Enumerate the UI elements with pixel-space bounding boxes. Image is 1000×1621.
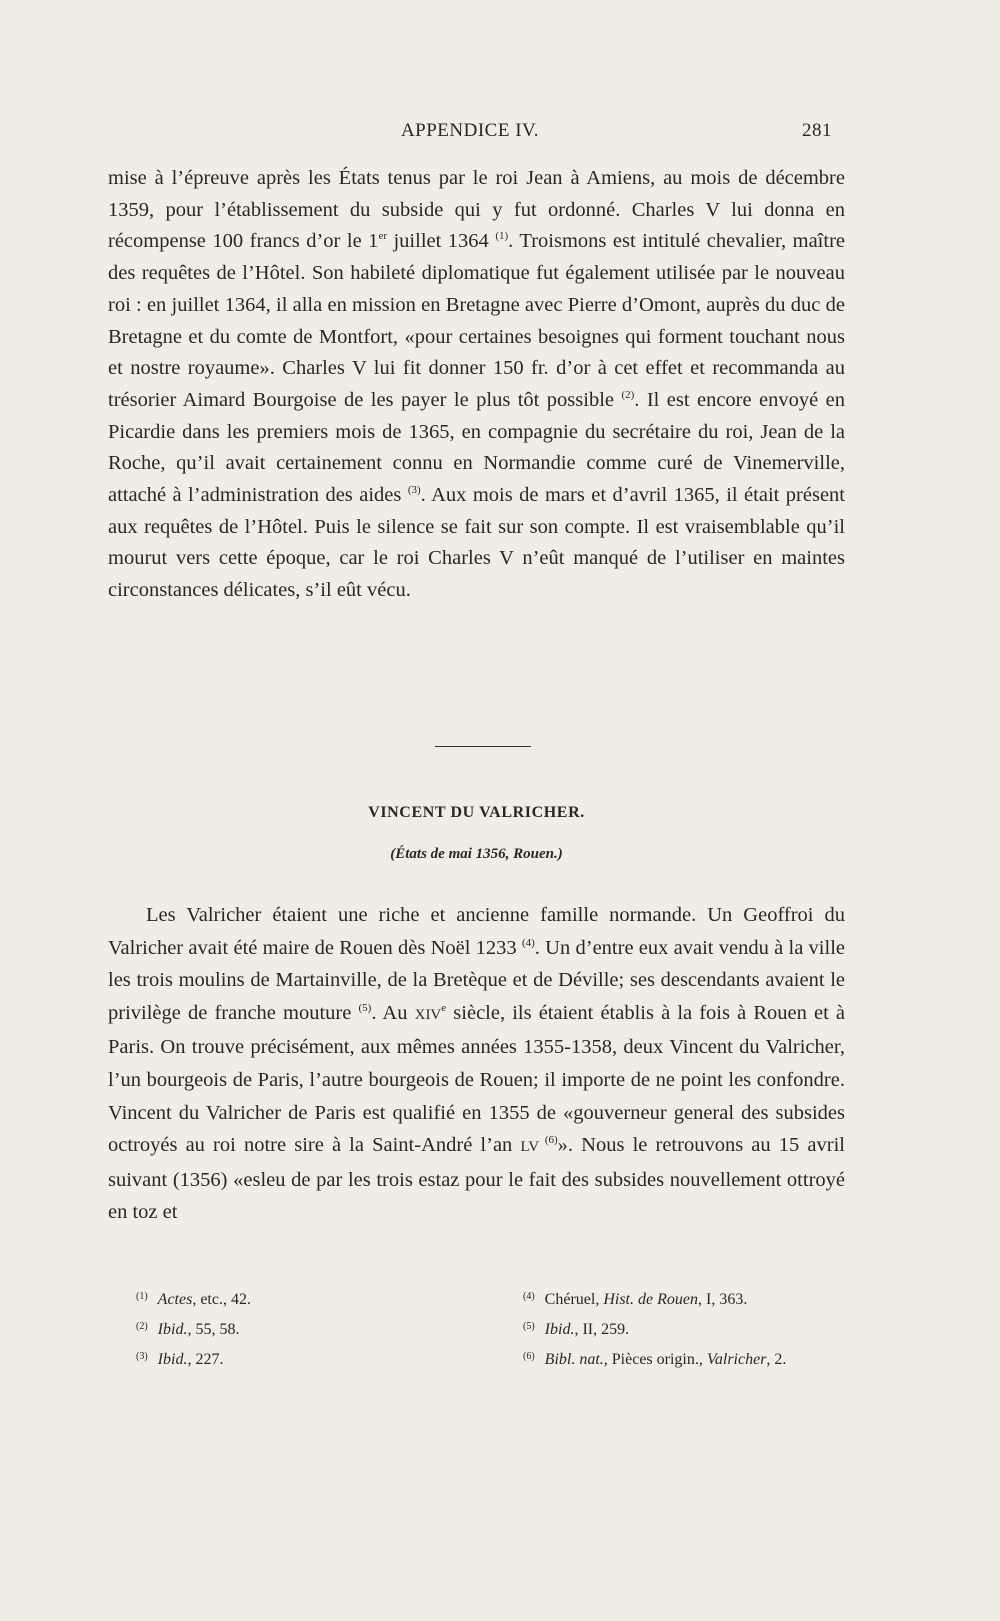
footnotes-left-column xyxy=(136,1283,476,1373)
footnote-6: $^{(6)}$ Bibl. nat., Pièces origin., Valricher, 2. xyxy=(523,1351,787,1368)
running-title: APPENDICE IV. xyxy=(400,120,540,141)
footnote-ref-4: (4) xyxy=(521,936,535,949)
footnote-2: $^{(2)}$ Ibid., 55, 58. xyxy=(136,1321,240,1338)
footnote-ref-5: (5) xyxy=(358,1001,372,1014)
body-text-continuation xyxy=(108,163,845,607)
paragraph-valricher: Les Valricher étaient une riche et ancienne famille normande. Un Geoffroi du Valricher avait été maire de Rouen dès Noël 1233 $^{(4)}$. Un d’entre eux avait vendu à la ville les trois moulins de Martainville, de la Bretèque et de Déville; ses descendants avaient le privilège de franche mouture $^{(5)}$. Au XIVe siècle, ils étaient établis à la fois à Rouen et à Paris. On trouve précisément, aux mêmes années 1355-1358, deux Vincent du Valricher, l’un bourgeois de Paris, l’autre bourgeois de Rouen; il importe de ne point les confondre. Vincent du Valricher de Paris est qualifié en 1355 de «gouverneur general des subsides octroyés au roi notre sire à la Saint-André l’an LV $^{(6)}$». Nous le retrouvons au 15 avril suivant (1356) «esleu de par les trois estaz pour le fait des subsides nouvellement ottroyé en toz et xyxy=(108,904,845,1224)
footnote-1: $^{(1)}$ Actes, etc., 42. xyxy=(136,1291,251,1308)
footnote-ref-6: (6) xyxy=(539,1134,558,1147)
paragraph-troismons: mise à l’épreuve après les États tenus par le roi Jean à Amiens, au mois de décembre 1359, pour l’établissement du subside qui y fut ordonné. Charles V lui donna en récompense 100 francs d’or le 1er juillet 1364 $^{(1)}$. Troismons est intitulé chevalier, maître des requêtes de l’Hôtel. Son habileté diplomatique fut également utilisée par le nouveau roi : en juillet 1364, il alla en mission en Bretagne avec Pierre d’Omont, auprès du duc de Bretagne et du comte de Montfort, «pour certaines besoignes qui forment touchant nous et nostre royaume». Charles V lui fit donner 150 fr. d’or à cet effet et recommanda au trésorier Aimard Bourgoise de les payer le plus tôt possible $^{(2)}$. Il est encore envoyé en Picardie dans les premiers mois de 1365, en compagnie du secrétaire du roi, Jean de la Roche, qu’il avait certainement connu en Normandie comme curé de Vinemerville, attaché à l’administration des aides $^{(3)}$. Aux mois de mars et d’avril 1365, il était présent aux requêtes de l’Hôtel. Puis le silence se fait sur son compte. Il est vraisemblable qu’il mourut vers cette époque, car le roi Charles V n’eût manqué de l’utiliser en maintes circonstances délicates, s’il eût vécu. xyxy=(108,167,846,602)
footnote-4: $^{(4)}$ Chéruel, Hist. de Rouen, I, 363. xyxy=(523,1291,748,1308)
footnote-5: $^{(5)}$ Ibid., II, 259. xyxy=(523,1321,630,1338)
footnote-ref-3: (3) xyxy=(407,484,421,497)
footnote-ref-1: (1) xyxy=(495,230,509,243)
footnote-3: $^{(3)}$ Ibid., 227. xyxy=(136,1351,224,1368)
page-number: 281 xyxy=(802,120,832,141)
running-header xyxy=(108,120,832,150)
body-text-valricher xyxy=(108,899,845,1229)
section-divider xyxy=(435,746,531,747)
footnote-ref-2: (2) xyxy=(621,388,635,401)
section-title: VINCENT DU VALRICHER. xyxy=(368,804,585,821)
section-subtitle: (États de mai 1356, Rouen.) xyxy=(390,846,563,862)
footnotes-right-column xyxy=(523,1283,853,1373)
